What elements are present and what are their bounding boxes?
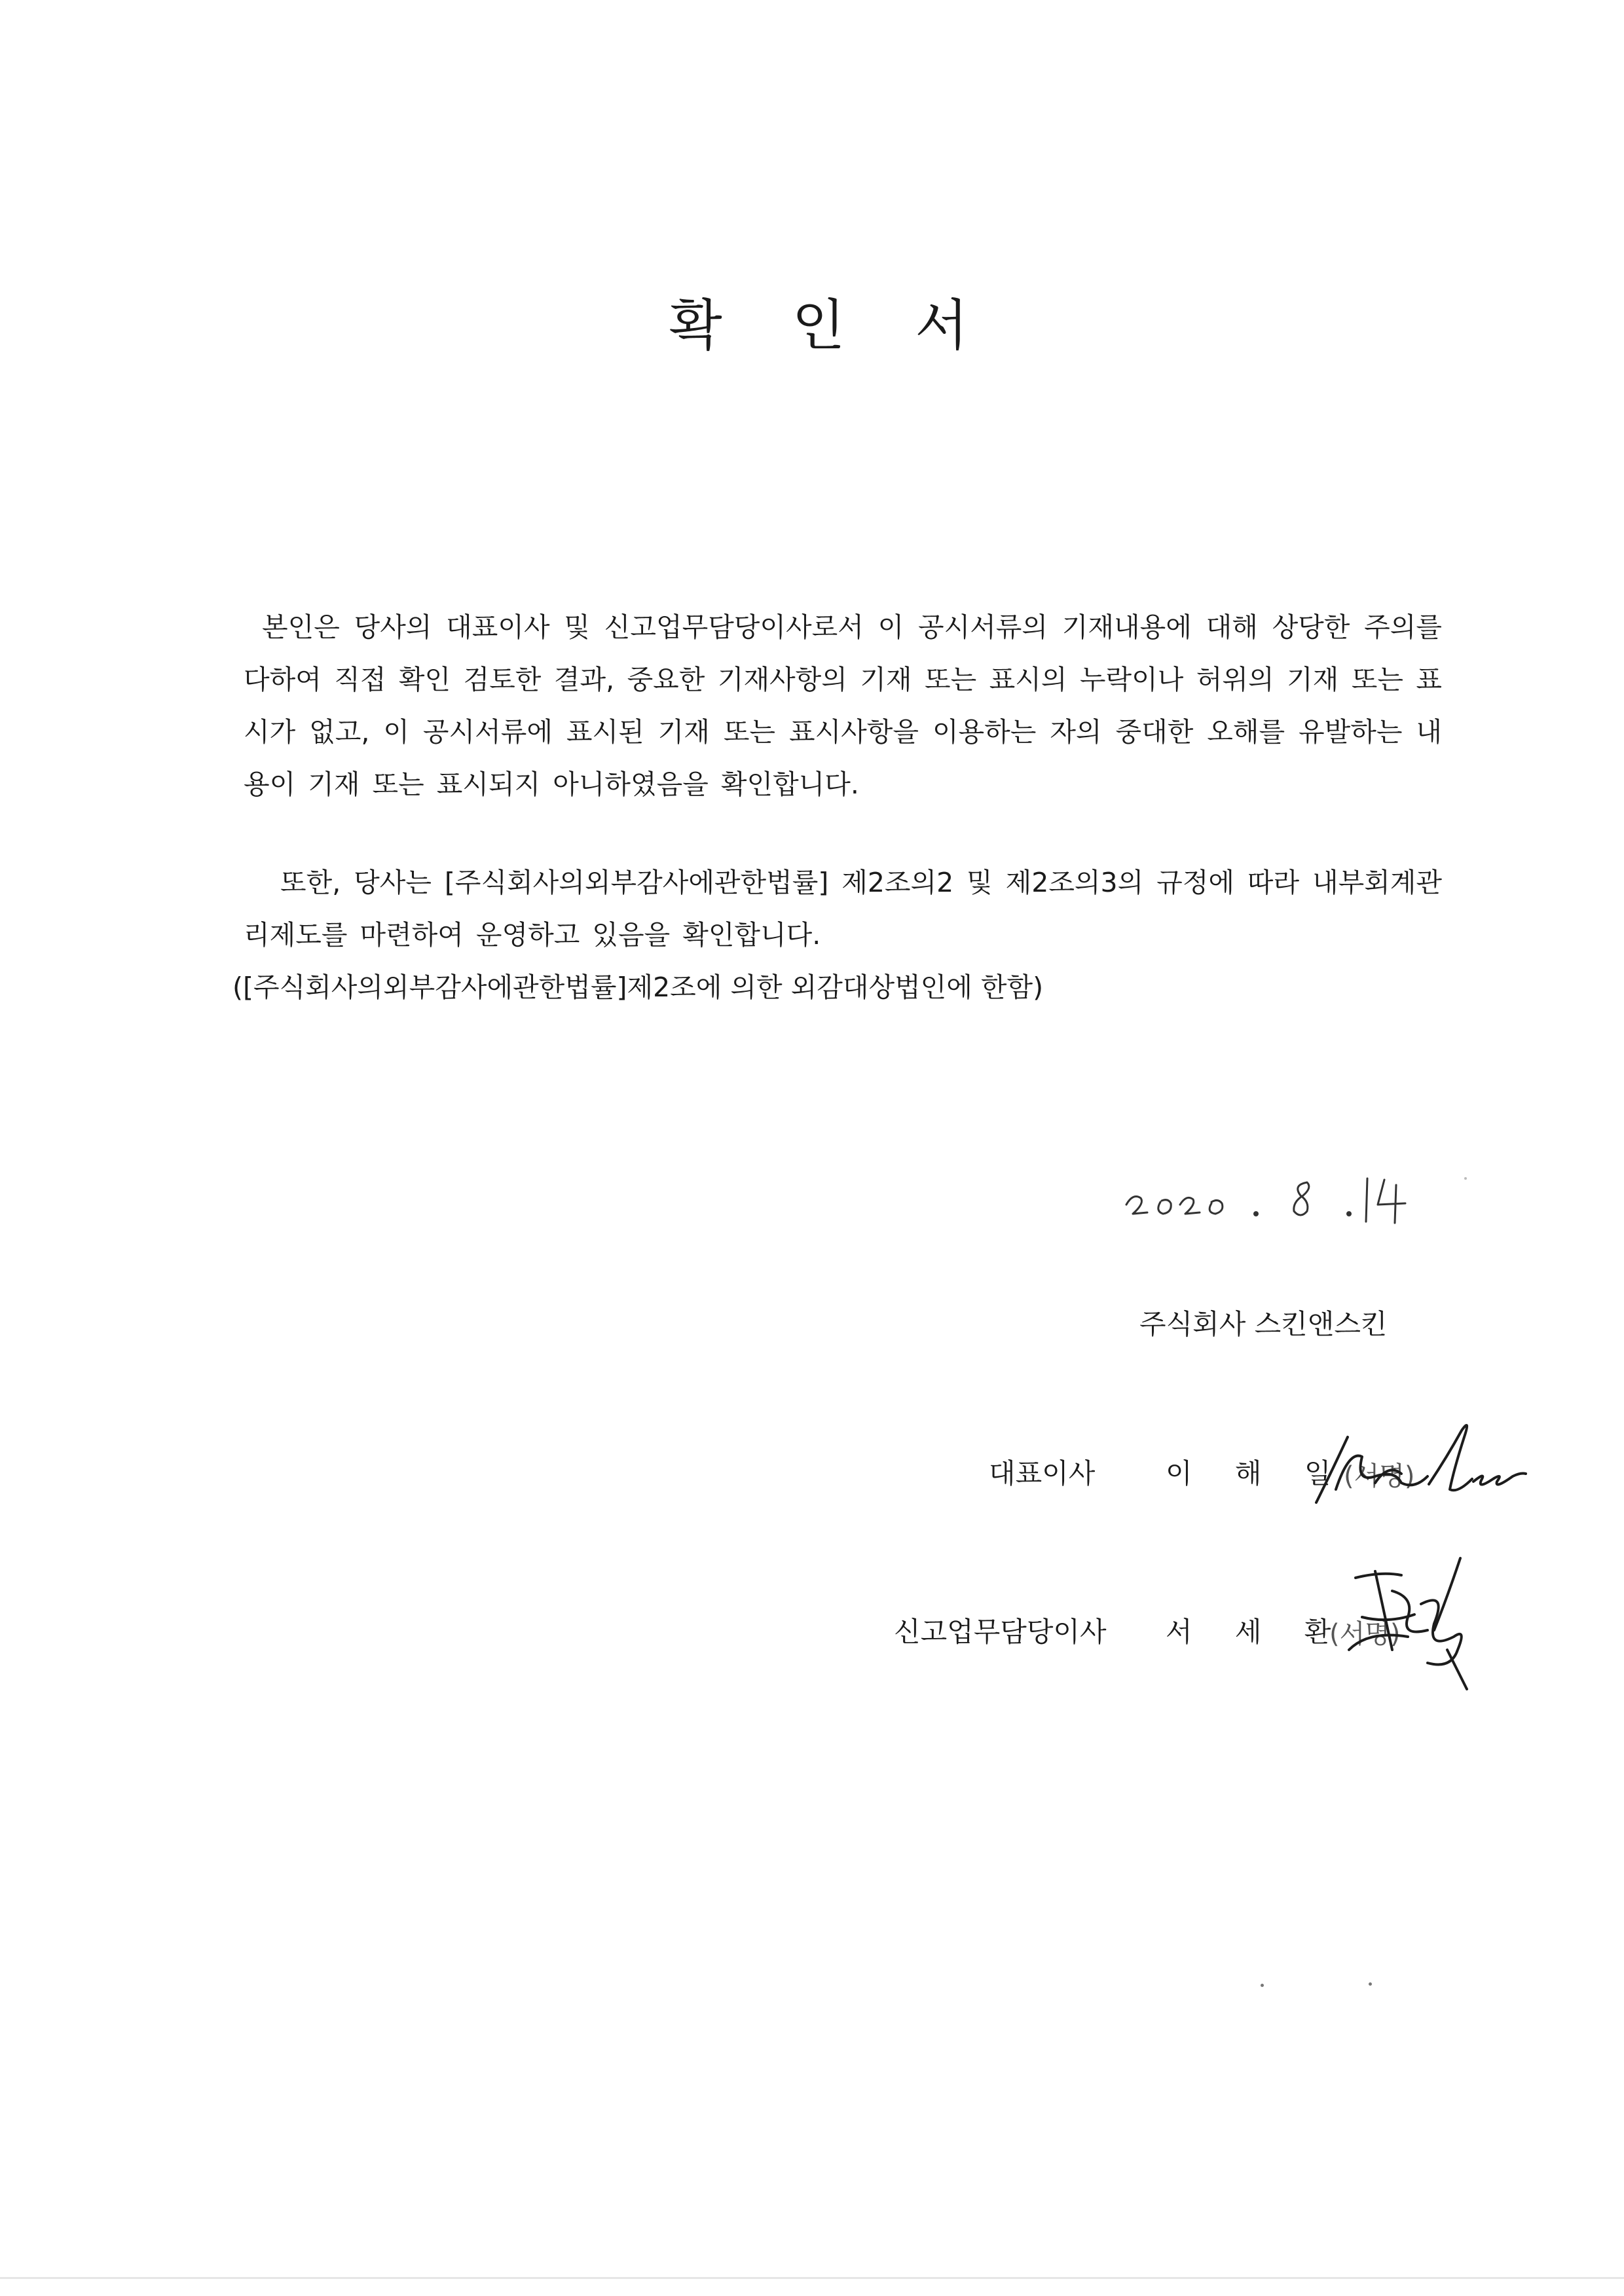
signature-scribble-icon xyxy=(1329,1552,1500,1709)
signatory-name: 서 세 환 xyxy=(1166,1616,1348,1648)
handwritten-date xyxy=(1113,1159,1480,1231)
document-title: 확 인 서 xyxy=(669,293,995,357)
internal-control-paragraph: 또한, 당사는 [주식회사의외부감사에관한법률] 제2조의2 및 제2조의3의 규정에 따라 내부회계관리제도를 마련하여 운영하고 있음을 확인합니다. xyxy=(244,867,1442,951)
ceo-signature xyxy=(1310,1411,1532,1516)
scan-speck xyxy=(1369,1982,1372,1986)
signatory-role: 신고업무담당이사 xyxy=(894,1616,1107,1648)
scan-edge-line xyxy=(0,2277,1624,2279)
signature-scribble-icon xyxy=(1310,1411,1532,1516)
scope-note: ([주식회사의외부감사에관한법률]제2조에 의한 외감대상법인에 한함) xyxy=(232,972,1044,1003)
company-name: 주식회사 스킨앤스킨 xyxy=(1139,1308,1388,1340)
signatory-role: 대표이사 xyxy=(989,1457,1096,1489)
signatory-name: 이 해 일 xyxy=(1166,1457,1348,1489)
confirmation-paragraph: 본인은 당사의 대표이사 및 신고업무담당이사로서 이 공시서류의 기재내용에 대해 상당한 주의를 다하여 직접 확인 검토한 결과, 중요한 기재사항의 기재 또는 표시의 누락이나 허위의 기재 또는 표시가 없고, 이 공시서류에 표시된 기재 또는 표시사항을 이용하는 자의 중대한 오해를 유발하는 내용이 기재 또는 표시되지 아니하였음을 확인합니다. xyxy=(244,611,1442,800)
seal-placeholder: (서명) xyxy=(1329,1619,1401,1649)
seal-placeholder: (서명) xyxy=(1344,1461,1415,1491)
scan-speck xyxy=(1261,1984,1264,1987)
disclosure-officer-signature xyxy=(1329,1552,1500,1709)
